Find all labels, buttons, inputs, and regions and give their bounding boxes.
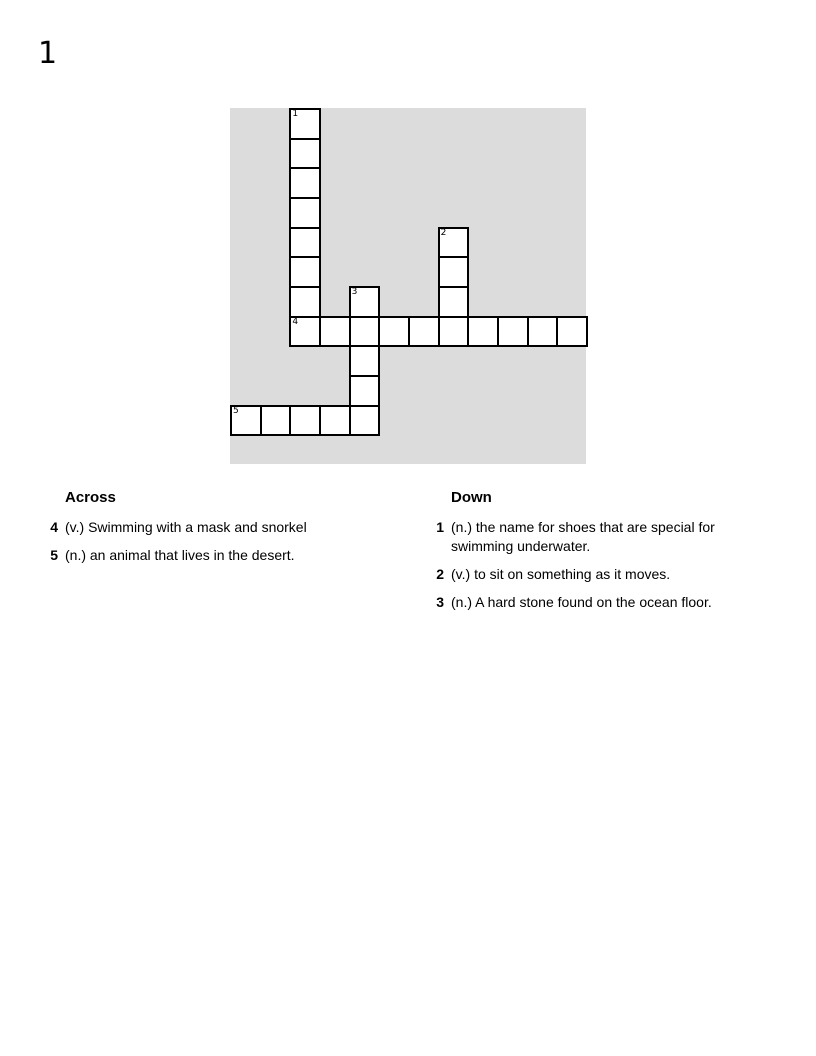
crossword-cell[interactable] xyxy=(349,375,381,407)
crossword-cell[interactable] xyxy=(497,316,529,348)
clue-text: (v.) to sit on something as it moves. xyxy=(451,566,671,582)
cell-number: 4 xyxy=(292,316,299,327)
clue-text: (n.) the name for shoes that are special for swimming underwater. xyxy=(451,519,715,554)
crossword-cell[interactable] xyxy=(260,405,292,437)
clue-text: (n.) an animal that lives in the desert. xyxy=(65,547,295,563)
crossword-cell[interactable] xyxy=(527,316,559,348)
crossword-cell[interactable] xyxy=(289,316,321,348)
down-heading: Down xyxy=(451,489,492,506)
clue-number: 3 xyxy=(436,594,444,610)
across-clues xyxy=(46,488,376,574)
crossword-cell[interactable] xyxy=(349,286,381,318)
clue-number: 2 xyxy=(436,566,444,582)
crossword-cell[interactable] xyxy=(438,256,470,288)
crossword-cell[interactable] xyxy=(438,316,470,348)
crossword-cell[interactable] xyxy=(289,256,321,288)
crossword-cell[interactable] xyxy=(230,405,262,437)
crossword-cell[interactable] xyxy=(289,286,321,318)
clue-number: 5 xyxy=(50,547,58,563)
crossword-cell[interactable] xyxy=(349,316,381,348)
crossword-cell[interactable] xyxy=(289,138,321,170)
crossword-cell[interactable] xyxy=(467,316,499,348)
crossword-cell[interactable] xyxy=(378,316,410,348)
crossword-cell[interactable] xyxy=(289,167,321,199)
crossword-cell[interactable] xyxy=(556,316,588,348)
down-clues xyxy=(432,488,752,621)
clue-number: 1 xyxy=(436,519,444,535)
crossword-cell[interactable] xyxy=(438,227,470,259)
cell-number: 5 xyxy=(233,405,239,416)
clue-text: (v.) Swimming with a mask and snorkel xyxy=(65,519,307,535)
cell-number: 2 xyxy=(440,227,447,238)
crossword-cell[interactable] xyxy=(349,405,381,437)
clue-text: (n.) A hard stone found on the ocean floor. xyxy=(451,594,712,610)
crossword-cell[interactable] xyxy=(289,197,321,229)
crossword-cell[interactable] xyxy=(319,316,351,348)
crossword-cell[interactable] xyxy=(289,108,321,140)
clue-number: 4 xyxy=(50,519,58,535)
crossword-cell[interactable] xyxy=(319,405,351,437)
clue-down-1 xyxy=(432,518,752,556)
crossword-cell[interactable] xyxy=(408,316,440,348)
clue-across-5 xyxy=(46,546,376,565)
across-heading: Across xyxy=(65,489,116,506)
crossword-cell[interactable] xyxy=(438,286,470,318)
clue-down-3 xyxy=(432,593,752,612)
cell-number: 1 xyxy=(292,109,299,119)
crossword-cell[interactable] xyxy=(289,227,321,259)
cell-number: 3 xyxy=(351,287,358,297)
page-number: 1 xyxy=(38,36,58,71)
crossword-cell[interactable] xyxy=(349,345,381,377)
crossword-grid xyxy=(230,108,586,464)
crossword-cell[interactable] xyxy=(289,405,321,437)
clue-across-4 xyxy=(46,518,376,537)
clue-down-2 xyxy=(432,565,752,584)
